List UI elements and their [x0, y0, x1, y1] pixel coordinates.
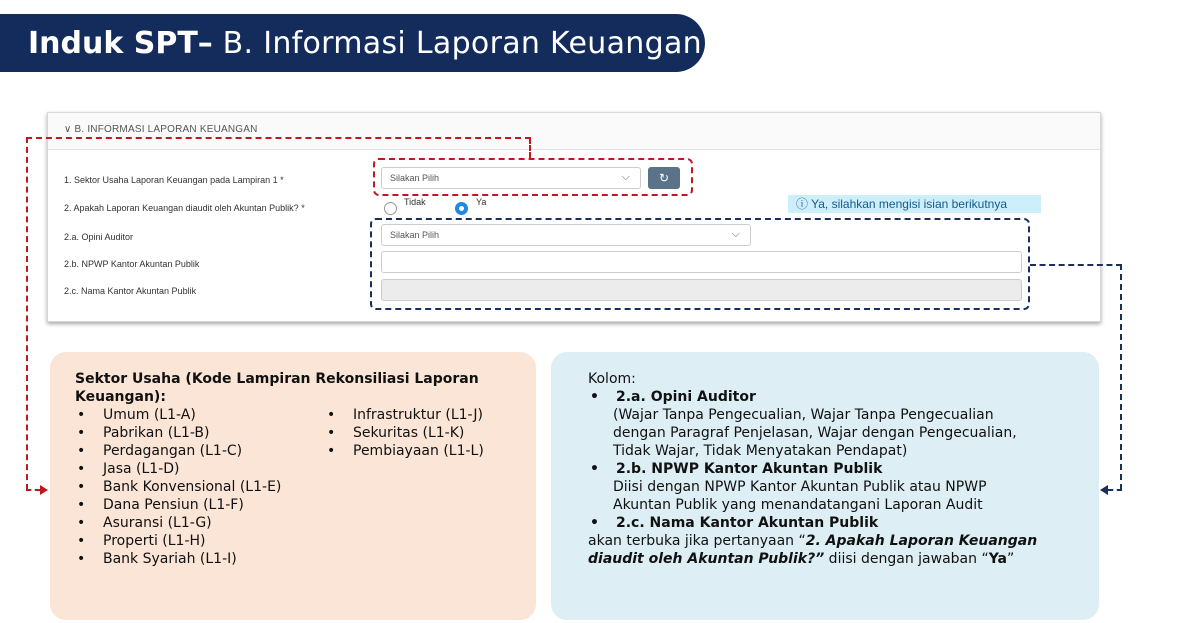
q2-label: 2. Apakah Laporan Keuangan diaudit oleh Akuntan Publik? *	[64, 203, 305, 213]
sector-select-value: Silakan Pilih	[390, 173, 440, 183]
red-connector	[26, 137, 531, 139]
sector-list-item: • Umum (L1-A)	[75, 406, 281, 424]
sector-list-item: • Properti (L1-H)	[75, 532, 281, 550]
page-title-bold: Induk SPT–	[28, 26, 213, 61]
opini-auditor-desc: (Wajar Tanpa Pengecualian, Wajar Tanpa Pengecualian dengan Paragraf Penjelasan, Wajar dengan Pengecualian, Tidak Wajar, Tidak Menyatakan Pendapat)	[613, 407, 1017, 459]
refresh-icon: ↻	[658, 171, 670, 185]
page-title	[28, 26, 702, 61]
q2c-label: 2.c. Nama Kantor Akuntan Publik	[64, 286, 197, 296]
q1-label: 1. Sektor Usaha Laporan Keuangan pada Lampiran 1 *	[64, 175, 284, 185]
section-header-label: ∨ B. INFORMASI LAPORAN KEUANGAN	[64, 124, 258, 135]
chevron-down-icon: ⌵	[621, 171, 630, 183]
radio-tidak-label: Tidak	[404, 197, 426, 207]
nama-kap-title: • 2.c. Nama Kantor Akuntan Publik	[588, 514, 1037, 532]
navy-connector	[1108, 489, 1122, 491]
opini-auditor-select-value: Silakan Pilih	[390, 230, 440, 240]
red-arrowhead-icon	[40, 485, 48, 495]
npwp-kap-desc: Diisi dengan NPWP Kantor Akuntan Publik atau NPWP Akuntan Publik yang menandatangani Laporan Audit	[613, 479, 987, 513]
red-connector	[529, 138, 531, 158]
sector-list-item: • Dana Pensiun (L1-F)	[75, 496, 281, 514]
radio-tidak[interactable]	[384, 202, 397, 215]
sector-highlight-box	[373, 158, 693, 196]
info-badge: ⓘ Ya, silahkan mengisi isian berikutnya	[788, 195, 1041, 213]
navy-connector	[1120, 264, 1122, 490]
red-connector	[26, 137, 28, 490]
sector-list-col2	[325, 406, 484, 460]
chevron-down-icon: ⌵	[731, 228, 740, 240]
sector-list-item: • Bank Konvensional (L1-E)	[75, 478, 281, 496]
navy-arrowhead-icon	[1100, 485, 1108, 495]
kolom-description-text	[588, 370, 1037, 568]
sector-legend-heading-2: Keuangan):	[75, 389, 166, 405]
audit-fields-highlight-box	[370, 218, 1030, 310]
sector-list-item: • Pembiayaan (L1-L)	[325, 442, 484, 460]
opini-auditor-title: • 2.a. Opini Auditor	[588, 388, 1037, 406]
q2a-label: 2.a. Opini Auditor	[64, 232, 134, 242]
navy-connector	[1030, 264, 1122, 266]
radio-ya[interactable]	[455, 202, 468, 215]
npwp-kap-title: • 2.b. NPWP Kantor Akuntan Publik	[588, 460, 1037, 478]
sector-list-item: • Perdagangan (L1-C)	[75, 442, 281, 460]
sector-list-item: • Infrastruktur (L1-J)	[325, 406, 484, 424]
nama-kap-desc: akan terbuka jika pertanyaan “2. Apakah Laporan Keuangan diaudit oleh Akuntan Publik?” diisi dengan jawaban “Ya”	[588, 533, 1038, 567]
sector-legend-heading-1: Sektor Usaha (Kode Lampiran Rekonsiliasi Laporan	[75, 371, 479, 387]
section-header[interactable]	[48, 113, 1100, 150]
kolom-intro: Kolom:	[588, 371, 636, 387]
sector-list-item: • Asuransi (L1-G)	[75, 514, 281, 532]
sector-list-col1	[75, 406, 281, 568]
red-connector	[26, 489, 40, 491]
page-title-sub: B. Informasi Laporan Keuangan	[212, 26, 702, 61]
q2b-label: 2.b. NPWP Kantor Akuntan Publik	[64, 259, 200, 269]
sector-list-item: • Jasa (L1-D)	[75, 460, 281, 478]
sector-list-item: • Pabrikan (L1-B)	[75, 424, 281, 442]
radio-ya-label: Ya	[476, 197, 487, 207]
sector-list-item: • Sekuritas (L1-K)	[325, 424, 484, 442]
sector-list-item: • Bank Syariah (L1-I)	[75, 550, 281, 568]
